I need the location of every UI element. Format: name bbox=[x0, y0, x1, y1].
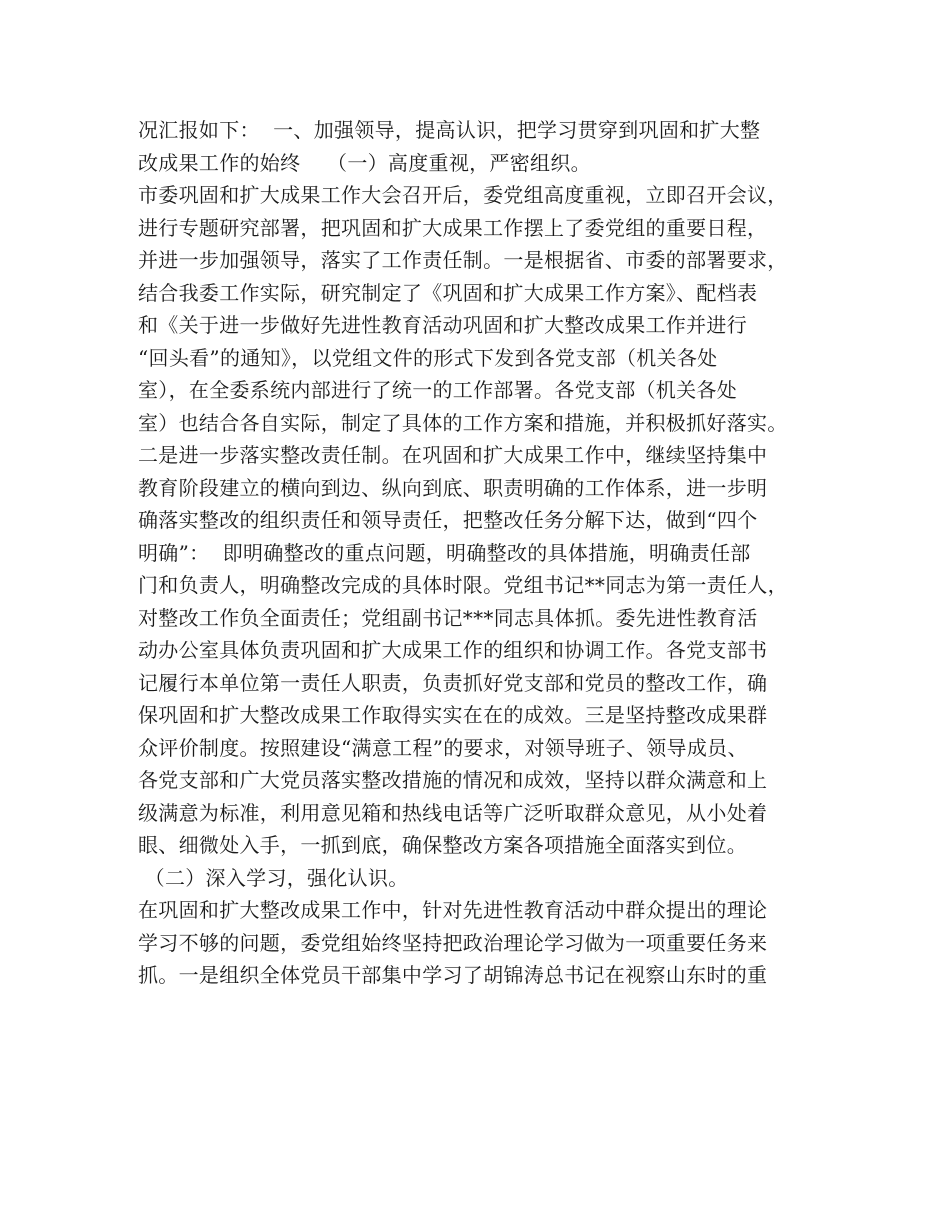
text-line: 级满意为标准，利用意见箱和热线电话等广泛听取群众意见，从小处着 bbox=[138, 800, 768, 825]
text-line: 学习不够的问题，委党组始终坚持把政治理论学习做为一项重要任务来 bbox=[138, 930, 768, 955]
text-line: 对整改工作负全面责任；党组副书记***同志具体抓。委先进性教育活 bbox=[138, 605, 758, 630]
body-text bbox=[138, 114, 828, 992]
text-line: 和《关于进一步做好先进性教育活动巩固和扩大整改成果工作并进行 bbox=[138, 313, 747, 337]
text-line: 确落实整改的组织责任和领导责任，把整改任务分解下达，做到“四个 bbox=[138, 508, 758, 532]
text-line: 进行专题研究部署，把巩固和扩大成果工作摆上了委党组的重要日程， bbox=[138, 215, 768, 240]
text-line: 在巩固和扩大整改成果工作中，针对先进性教育活动中群众提出的理论 bbox=[138, 898, 768, 922]
text-line: 二是进一步落实整改责任制。在巩固和扩大成果工作中，继续坚持集中 bbox=[138, 443, 768, 467]
text-line: 并进一步加强领导，落实了工作责任制。一是根据省、市委的部署要求， bbox=[138, 248, 788, 272]
text-line: 眼、细微处入手，一抓到底，确保整改方案各项措施全面落实到位。 bbox=[138, 833, 747, 857]
text-line: 动办公室具体负责巩固和扩大成果工作的组织和协调工作。各党支部书 bbox=[138, 638, 768, 662]
text-line: 明确”： 即明确整改的重点问题，明确整改的具体措施，明确责任部 bbox=[138, 540, 751, 565]
text-line: 况汇报如下： 一、加强领导，提高认识，把学习贯穿到巩固和扩大整 bbox=[138, 118, 761, 142]
text-line: 市委巩固和扩大成果工作大会召开后，委党组高度重视，立即召开会议， bbox=[138, 183, 788, 207]
text-line: 室），在全委系统内部进行了统一的工作部署。各党支部（机关各处 bbox=[138, 378, 737, 402]
text-line: 抓。一是组织全体党员干部集中学习了胡锦涛总书记在视察山东时的重 bbox=[138, 963, 768, 987]
text-line: 众评价制度。按照建设“满意工程”的要求，对领导班子、领导成员、 bbox=[138, 735, 748, 760]
text-line: 保巩固和扩大整改成果工作取得实实在在的成效。三是坚持整改成果群 bbox=[138, 703, 768, 727]
section-heading: （二）深入学习，强化认识。 bbox=[138, 865, 409, 890]
text-line: 室）也结合各自实际，制定了具体的工作方案和措施，并积极抓好落实。 bbox=[138, 410, 788, 435]
text-line: 门和负责人，明确整改完成的具体时限。党组书记**同志为第一责任人， bbox=[138, 573, 788, 597]
text-line: 改成果工作的始终 （一）高度重视，严密组织。 bbox=[138, 150, 591, 175]
text-line: “回头看”的通知》，以党组文件的形式下发到各党支部（机关各处 bbox=[138, 345, 718, 370]
text-line: 记履行本单位第一责任人职责，负责抓好党支部和党员的整改工作，确 bbox=[138, 670, 768, 695]
text-line: 教育阶段建立的横向到边、纵向到底、职责明确的工作体系，进一步明 bbox=[138, 475, 768, 500]
text-line: 各党支部和广大党员落实整改措施的情况和成效，坚持以群众满意和上 bbox=[138, 768, 768, 792]
text-line: 结合我委工作实际，研究制定了《巩固和扩大成果工作方案》、配档表 bbox=[138, 280, 758, 305]
